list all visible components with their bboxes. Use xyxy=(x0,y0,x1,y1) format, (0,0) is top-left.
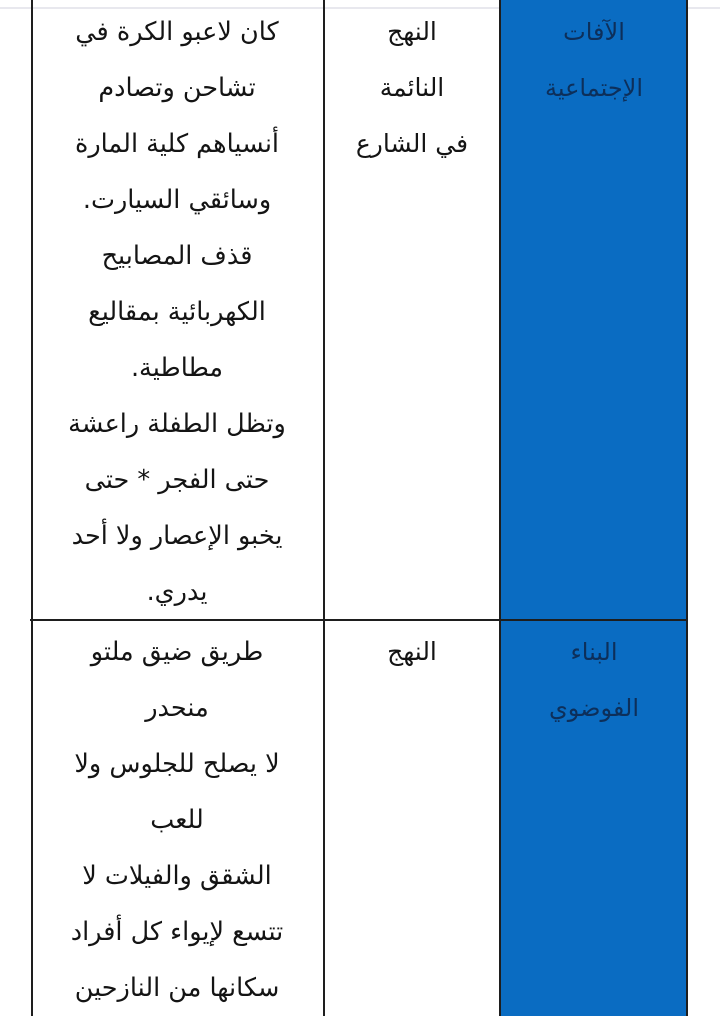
quote-line: سكانها من النازحين xyxy=(74,973,280,1003)
quote-line: أنسياهم كلية المارة xyxy=(74,129,279,159)
quote-line: للعب xyxy=(150,805,204,835)
table-row xyxy=(30,0,688,620)
quote-line: وتظل الطفلة راعشة xyxy=(68,409,286,439)
quote-line: منحدر xyxy=(145,693,209,723)
quote-line: الشقق والفيلات لا xyxy=(82,861,272,891)
table-border-left xyxy=(31,0,33,1016)
quote-line: كان لاعبو الكرة في xyxy=(75,17,279,47)
aspect-line: النهج xyxy=(387,17,437,46)
theme-line: الإجتماعية xyxy=(544,74,644,102)
quote-line: تتسع لإيواء كل أفراد xyxy=(70,917,284,947)
quote-line: يخبو الإعصار ولا أحد xyxy=(71,521,283,551)
comparison-table xyxy=(30,0,688,1016)
theme-line: الآفات xyxy=(563,18,625,46)
theme-line: الفوضوي xyxy=(548,694,640,722)
theme-line: البناء xyxy=(570,638,618,666)
table-border-right xyxy=(686,0,688,1016)
quote-line: لا يصلح للجلوس ولا xyxy=(74,749,280,779)
row-divider xyxy=(30,619,688,621)
table-row xyxy=(30,620,688,1016)
theme-cell xyxy=(500,620,688,1016)
aspect-cell xyxy=(324,0,500,620)
quote-cell xyxy=(30,0,324,620)
aspect-line: في الشارع xyxy=(355,129,469,158)
quote-line: الكهربائية بمقاليع xyxy=(88,297,266,327)
quote-line: حتى الفجر * حتى xyxy=(84,465,270,495)
quote-line: وسائقي السيارت. xyxy=(82,185,272,215)
aspect-line: النائمة xyxy=(379,73,445,102)
quote-line: قذف المصابيح xyxy=(101,241,253,271)
column-divider xyxy=(499,0,501,1016)
column-divider xyxy=(323,0,325,1016)
quote-line: تشاحن وتصادم xyxy=(98,73,256,103)
theme-cell xyxy=(500,0,688,620)
quote-line: طريق ضيق ملتو xyxy=(90,637,264,667)
quote-cell xyxy=(30,620,324,1016)
quote-line: مطاطية. xyxy=(130,353,224,383)
aspect-cell xyxy=(324,620,500,1016)
quote-line: يدري. xyxy=(146,577,208,607)
aspect-line: النهج xyxy=(387,637,437,666)
